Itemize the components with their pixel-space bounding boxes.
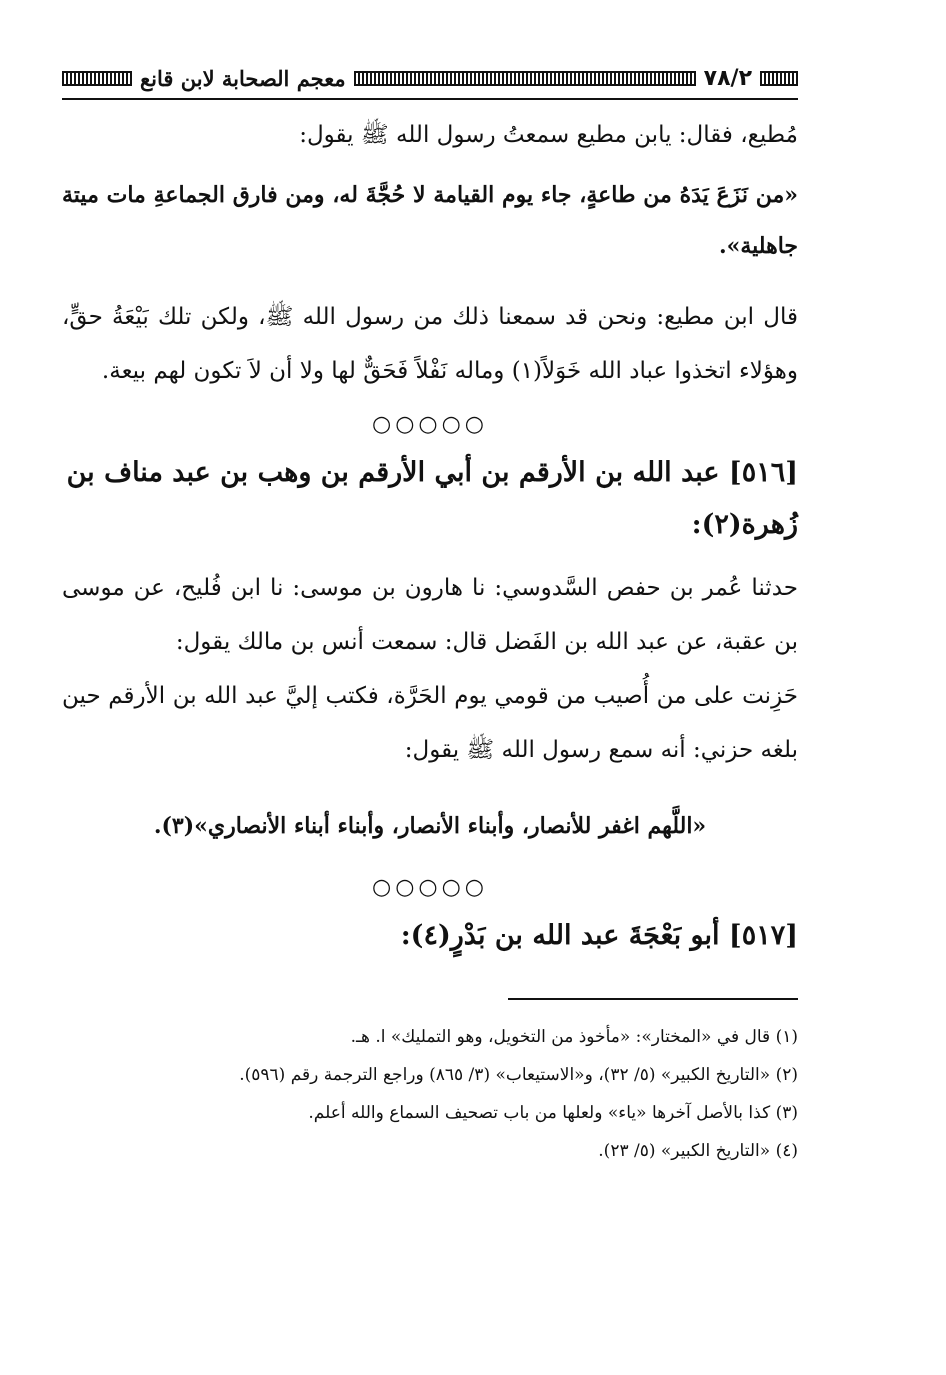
hadith-quote-2: «اللَّهم اغفر للأنصار، وأبناء الأنصار، وأبناء أبناء الأنصاري»(٣). xyxy=(153,813,707,839)
footnote-1: (١) قال في «المختار»: «مأخوذ من التخويل، وهو التمليك» ا. هـ. xyxy=(350,1027,798,1047)
footnote-rule xyxy=(508,998,798,1000)
paragraph-1: مُطيع، فقال: يابن مطيع سمعتُ رسول الله ﷺ يقول: xyxy=(299,122,798,148)
section-separator-2: ○○○○○ xyxy=(372,875,488,900)
footnote-4: (٤) «التاريخ الكبير» (٥/ ٢٣). xyxy=(598,1141,798,1161)
hadith-quote-1: «من نَزَعَ يَدَهُ من طاعةٍ، جاء يوم القيامة لا حُجَّةَ له، ومن فارق الجماعةِ مات ميتة جاهلية». xyxy=(62,182,798,259)
book-title: معجم الصحابة لابن قانع xyxy=(140,65,346,91)
paragraph-3: حدثنا عُمر بن حفص السَّدوسي: نا هارون بن موسى: نا ابن فُليح، عن موسى بن عقبة، عن عبد الله بن الفَضل قال: سمعت أنس بن مالك يقول: xyxy=(62,575,798,655)
entry-heading-516: [٥١٦] عبد الله بن الأرقم بن أبي الأرقم بن وهب بن عبد مناف بن زُهرة(٢): xyxy=(66,457,798,540)
page-number: ٧٨/٢ xyxy=(703,65,752,91)
running-header xyxy=(62,58,798,100)
header-ornament-right xyxy=(760,71,798,86)
entry-heading-517: [٥١٧] أبو بَعْجَةَ عبد الله بن بَدْرٍ(٤): xyxy=(400,920,798,951)
paragraph-4: حَزِنت على من أُصيب من قومي يوم الحَرَّة، فكتب إليَّ عبد الله بن الأرقم حين بلغه حزني: أنه سمع رسول الله ﷺ يقول: xyxy=(62,683,798,763)
header-ornament-left xyxy=(62,71,132,86)
section-separator-1: ○○○○○ xyxy=(372,412,488,437)
book-page xyxy=(62,58,798,1348)
paragraph-2: قال ابن مطيع: ونحن قد سمعنا ذلك من رسول الله ﷺ، ولكن تلك بَيْعَةُ حقٍّ، وهؤلاء اتخذوا عباد الله خَوَلاً(١) وماله نَفْلاً فَحَقٌّ لها ولا أن لاَ تكون لهم بيعة. xyxy=(62,304,798,384)
header-ornament-middle xyxy=(354,71,696,86)
footnotes xyxy=(62,1018,798,1170)
footnote-3: (٣) كذا بالأصل آخرها «ياء» ولعلها من باب تصحيف السماع والله أعلم. xyxy=(308,1103,798,1123)
footnote-2: (٢) «التاريخ الكبير» (٥/ ٣٢)، و«الاستيعاب» (٣/ ٨٦٥) وراجع الترجمة رقم (٥٩٦). xyxy=(239,1065,798,1085)
